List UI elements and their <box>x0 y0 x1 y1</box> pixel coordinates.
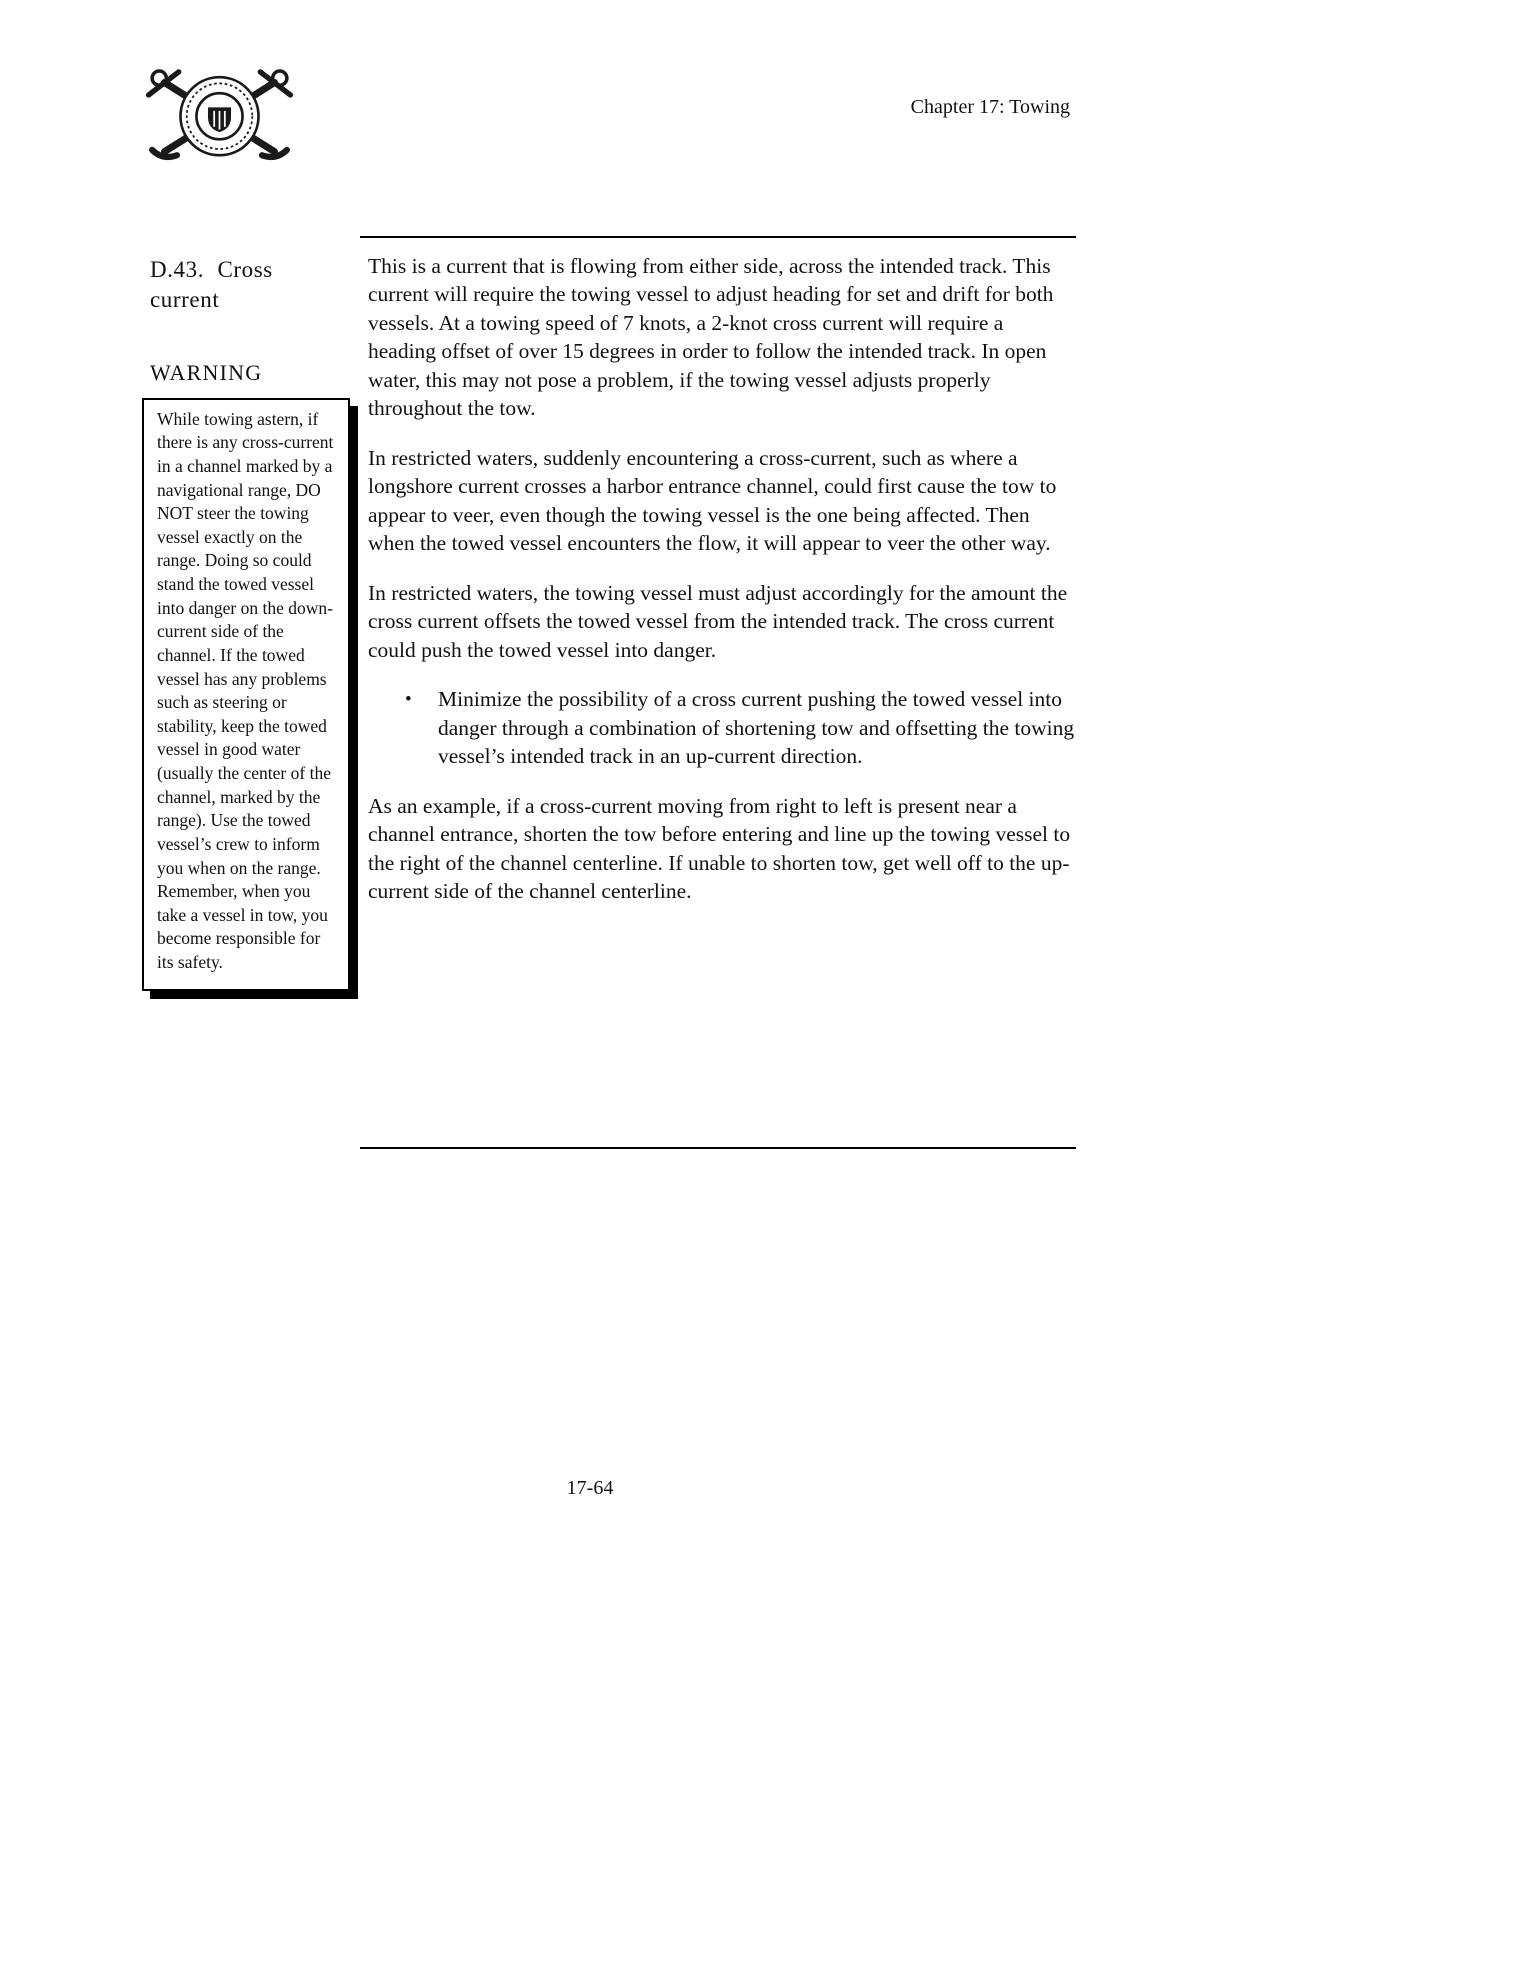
warning-box <box>142 398 350 991</box>
warning-label: WARNING <box>150 359 263 385</box>
paragraph: This is a current that is flowing from either side, across the intended track. This current will require the towing vessel to adjust heading for set and drift for both vessels. At a towing speed of 7 knots, a 2-knot cross current will require a heading offset of over 15 degrees in order to follow the intended track. In open water, this may not pose a problem, if the towing vessel adjusts properly throughout the tow. <box>368 254 1054 421</box>
bullet-list-item <box>368 685 1076 770</box>
warning-text: While towing astern, if there is any cross-current in a channel marked by a navigational range, DO NOT steer the towing vessel exactly on the range. Doing so could stand the towed vessel into danger on the down-current side of the channel. If the towed vessel has any problems such as steering or stability, keep the towed vessel in good water (usually the center of the channel, marked by the range). Use the towed vessel’s crew to inform you when on the range. Remember, when you take a vessel in tow, you become responsible for its safety. <box>157 408 334 973</box>
chapter-header: Chapter 17: Towing <box>910 96 1070 118</box>
bullet-icon: • <box>405 689 412 711</box>
bottom-divider <box>360 1147 1076 1149</box>
paragraph: In restricted waters, the towing vessel must adjust accordingly for the amount the cross current offsets the towed vessel from the intended track. The cross current could push the towed vessel into danger. <box>368 580 1068 662</box>
page-number: 17-64 <box>566 1477 614 1499</box>
top-divider <box>360 236 1076 238</box>
paragraph: As an example, if a cross-current moving from right to left is present near a channel entrance, shorten the tow before entering and line up the towing vessel to the right of the channel centerline. If unable to shorten tow, get well off to the up-current side of the channel centerline. <box>368 793 1071 904</box>
sidebar-column <box>150 255 352 991</box>
bullet-text: Minimize the possibility of a cross current pushing the towed vessel into danger through a combination of shortening tow and offsetting the towing vessel’s intended track in an up-current direction. <box>438 687 1075 769</box>
main-text-column <box>368 252 1076 927</box>
paragraph: In restricted waters, suddenly encountering a cross-current, such as where a longshore current crosses a harbor entrance channel, could first cause the tow to appear to veer, even though the towing vessel is the one being affected. Then when the towed vessel encounters the flow, it will appear to veer the other way. <box>368 445 1057 556</box>
coast-guard-seal-icon <box>122 58 317 178</box>
section-heading: D.43. Cross current <box>150 257 273 313</box>
